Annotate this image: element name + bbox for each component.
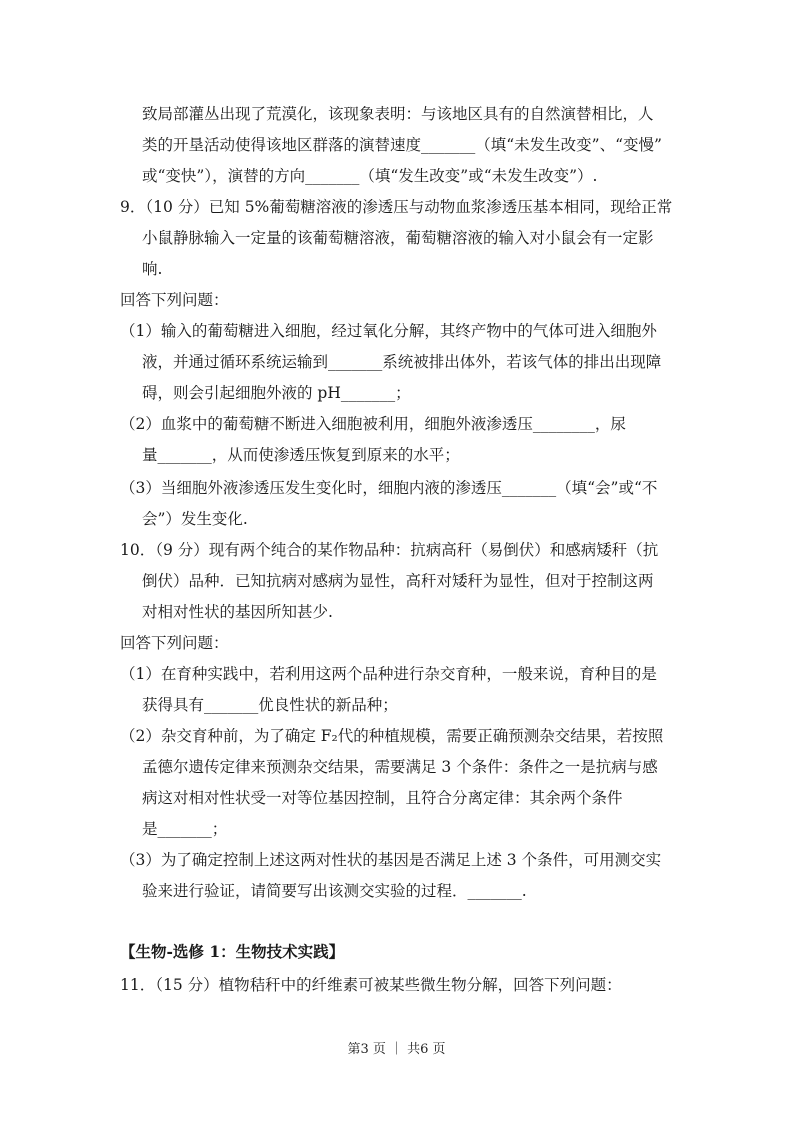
question-9-line-2: 小鼠静脉输入一定量的该葡萄糖溶液，葡萄糖溶液的输入对小鼠会有一定影	[142, 229, 654, 247]
q10-part2-line-1: （2）杂交育种前，为了确定 F₂代的种植规模，需要正确预测杂交结果，若按照	[120, 727, 664, 745]
section-heading: 【生物-选修 1：生物技术实践】	[120, 942, 345, 961]
q10-part3-line-2: 验来进行验证，请简要写出该测交实验的过程．_______.	[142, 882, 527, 900]
question-10-line-3: 对相对性状的基因所知甚少.	[142, 603, 333, 621]
q9-part3-line-1: （3）当细胞外液渗透压发生变化时，细胞内液的渗透压_______（填“会”或“不	[120, 479, 658, 497]
text-line-2: 类的开垦活动使得该地区群落的演替速度_______（填“未发生改变”、“变慢”	[142, 136, 662, 154]
question-10-line-2: 倒伏）品种．已知抗病对感病为显性，高秆对矮秆为显性，但对于控制这两	[142, 572, 654, 590]
q9-part1-line-1: （1）输入的葡萄糖进入细胞，经过氧化分解，其终产物中的气体可进入细胞外	[120, 322, 657, 340]
q10-part1-line-1: （1）在育种实践中，若利用这两个品种进行杂交育种，一般来说，育种目的是	[120, 665, 657, 683]
q9-part3-line-2: 会”）发生变化.	[142, 510, 248, 528]
answer-prompt-10: 回答下列问题：	[120, 634, 229, 652]
q9-part2-line-1: （2）血浆中的葡萄糖不断进入细胞被利用，细胞外液渗透压________，尿	[120, 415, 626, 433]
question-9-line-1: 9．（10 分）已知 5%葡萄糖溶液的渗透压与动物血浆渗透压基本相同，现给正常	[120, 198, 673, 216]
q10-part2-line-3: 病这对相对性状受一对等位基因控制，且符合分离定律：其余两个条件	[142, 789, 623, 807]
q9-part1-line-3: 碍，则会引起细胞外液的 pH_______；	[142, 384, 411, 402]
text-line-1: 致局部灌丛出现了荒漠化，该现象表明：与该地区具有的自然演替相比，人	[142, 105, 654, 123]
answer-prompt-9: 回答下列问题：	[120, 291, 229, 309]
q10-part1-line-2: 获得具有_______优良性状的新品种；	[142, 696, 398, 714]
text-line-3: 或“变快”），演替的方向_______（填“发生改变”或“未发生改变”）.	[142, 167, 598, 185]
question-10-line-1: 10．（9 分）现有两个纯合的某作物品种：抗病高秆（易倒伏）和感病矮秆（抗	[120, 541, 659, 559]
q10-part2-line-4: 是_______；	[142, 820, 228, 838]
q9-part1-line-2: 液，并通过循环系统运输到_______系统被排出体外，若该气体的排出出现障	[142, 353, 662, 371]
page-footer: 第3 页 ｜ 共6 页	[347, 1042, 446, 1057]
q9-part2-line-2: 量_______，从而使渗透压恢复到原来的水平；	[142, 446, 460, 464]
q10-part2-line-2: 孟德尔遗传定律来预测杂交结果，需要满足 3 个条件：条件之一是抗病与感	[142, 758, 658, 776]
question-9-line-3: 响.	[142, 260, 163, 278]
question-11-line-1: 11．（15 分）植物秸秆中的纤维素可被某些微生物分解，回答下列问题：	[120, 976, 622, 994]
q10-part3-line-1: （3）为了确定控制上述这两对性状的基因是否满足上述 3 个条件，可用测交实	[120, 851, 662, 869]
